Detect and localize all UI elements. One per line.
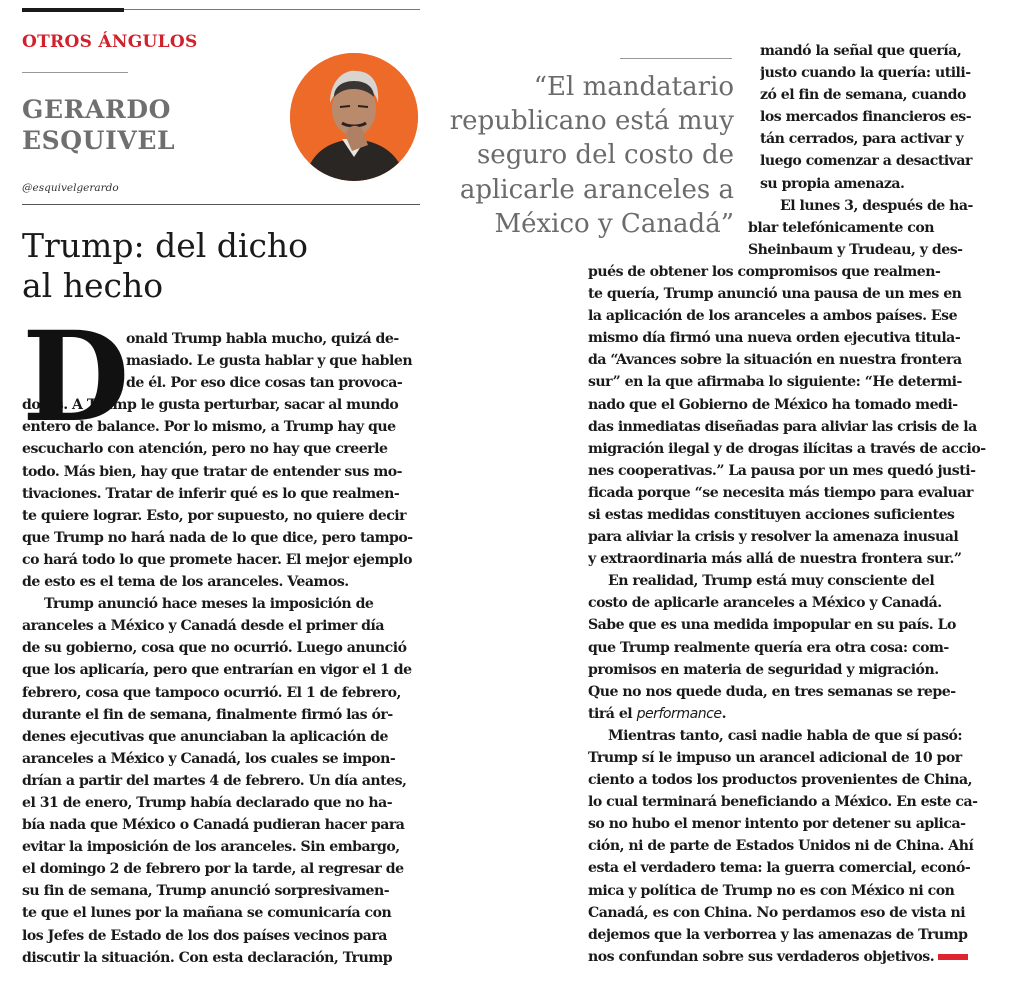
pullquote-line: republicano está muy xyxy=(449,106,734,137)
pullquote-line: México y Canadá” xyxy=(494,208,734,239)
body-line: Canadá, es con China. No perdamos eso de vista ni xyxy=(588,904,966,921)
body-text: . xyxy=(721,705,726,722)
body-line: tivaciones. Tratar de inferir qué es lo que realmen- xyxy=(22,485,400,502)
body-text-italic: performance xyxy=(636,705,722,722)
body-line: y extraordinaria más allá de nuestra frontera sur.” xyxy=(588,551,962,568)
body-line: la aplicación de los aranceles a ambos países. Ese xyxy=(588,308,958,325)
body-line: pués de obtener los compromisos que realmen- xyxy=(588,263,941,280)
pullquote-line: “El mandatario xyxy=(533,72,734,102)
body-line: luego comenzar a desactivar xyxy=(760,153,972,170)
body-line: nado que el Gobierno de México ha tomado medi- xyxy=(588,396,958,413)
body-line: durante el fin de semana, finalmente firmó las ór- xyxy=(22,706,393,723)
body-line: dejemos que la verborrea y las amenazas de Trump xyxy=(588,926,968,943)
body-line: justo cuando la quería: utili- xyxy=(760,65,971,82)
end-mark xyxy=(938,954,968,960)
body-line: Sheinbaum y Trudeau, y des- xyxy=(748,241,963,258)
headline-line: Trump: del dicho xyxy=(22,226,309,265)
author-avatar xyxy=(290,53,418,181)
body-line: de él. Por eso dice cosas tan provoca- xyxy=(126,375,403,392)
body-line: evitar la imposición de los aranceles. Sin embargo, xyxy=(22,839,400,856)
body-line: el domingo 2 de febrero por la tarde, al regresar de xyxy=(22,861,404,878)
dropcap: D xyxy=(22,305,130,450)
section-divider xyxy=(22,72,128,73)
article-column-left xyxy=(22,305,421,969)
body-line: lo cual terminará beneficiando a México. En este ca- xyxy=(588,794,978,811)
body-text: tirá el xyxy=(588,705,637,722)
pullquote-line: seguro del costo de xyxy=(476,140,734,171)
body-line: da “Avances sobre la situación en nuestra frontera xyxy=(588,352,962,369)
author-name-line: GERARDO xyxy=(22,95,172,124)
body-line: todo. Más bien, hay que tratar de entender sus mo- xyxy=(22,463,403,480)
body-line xyxy=(588,946,996,968)
body-line: ción, ni de parte de Estados Unidos ni de China. Ahí xyxy=(588,838,974,855)
body-line: Que no nos quede duda, en tres semanas se repe- xyxy=(588,683,956,700)
body-line: de esto es el tema de los aranceles. Veamos. xyxy=(22,574,349,591)
body-line: que Trump realmente quería era otra cosa: com- xyxy=(588,639,949,656)
body-line: entero de balance. Por lo mismo, a Trump hay que xyxy=(22,419,396,436)
body-line: Trump anunció hace meses la imposición de xyxy=(44,596,374,613)
body-line: te que el lunes por la mañana se comunicaría con xyxy=(22,905,392,922)
body-line: nes cooperativas.” La pausa por un mes quedó justi- xyxy=(588,462,976,479)
body-line: promisos en materia de seguridad y migración. xyxy=(588,661,939,678)
body-line: los mercados financieros es- xyxy=(760,109,972,126)
body-line: sur” en la que afirmaba lo siguiente: “He determi- xyxy=(588,374,962,391)
body-line: los Jefes de Estado de los dos países vecinos para xyxy=(22,927,387,944)
body-line xyxy=(588,703,996,725)
body-line: te quiere lograr. Esto, por supuesto, no quiere decir xyxy=(22,507,407,524)
body-line: costo de aplicarle aranceles a México y Canadá. xyxy=(588,595,942,612)
body-line: so no hubo el menor intento por detener su aplica- xyxy=(588,816,966,833)
author-name xyxy=(22,94,262,156)
pullquote-line: aplicarle aranceles a xyxy=(459,174,734,205)
body-line: blar telefónicamente con xyxy=(748,219,934,236)
top-rule-accent xyxy=(22,8,124,12)
author-handle: @esquivelgerardo xyxy=(22,182,119,194)
body-line: Mientras tanto, casi nadie habla de que sí pasó: xyxy=(608,727,963,744)
body-line: co hará todo lo que promete hacer. El mejor ejemplo xyxy=(22,551,413,568)
body-line: febrero, cosa que tampoco ocurrió. El 1 de febrero, xyxy=(22,684,401,701)
body-line: El lunes 3, después de ha- xyxy=(780,197,973,214)
body-line: te quería, Trump anunció una pausa de un mes en xyxy=(588,286,962,303)
body-line: escucharlo con atención, pero no hay que creerle xyxy=(22,441,388,458)
body-line: das inmediatas diseñadas para aliviar las crisis de la xyxy=(588,418,977,435)
body-line: En realidad, Trump está muy consciente del xyxy=(608,573,935,590)
body-text: nos confundan sobre sus verdaderos objetivos. xyxy=(588,948,935,965)
body-line: el 31 de enero, Trump había declarado que no ha- xyxy=(22,794,393,811)
body-line: masiado. Le gusta hablar y que hablen xyxy=(126,353,413,370)
header-divider xyxy=(22,204,420,205)
body-line: ciento a todos los productos provenientes de China, xyxy=(588,772,973,789)
body-line: migración ilegal y de drogas ilícitas a través de accio- xyxy=(588,440,986,457)
body-line: onald Trump habla mucho, quizá de- xyxy=(126,331,399,347)
body-line: aranceles a México y Canadá desde el primer día xyxy=(22,618,385,635)
body-line: denes ejecutivas que anunciaban la aplicación de xyxy=(22,728,388,745)
body-line: ficada porque “se necesita más tiempo para evaluar xyxy=(588,484,973,501)
body-line: bía nada que México o Canadá pudieran hacer para xyxy=(22,817,405,834)
body-line: mandó la señal que quería, xyxy=(760,43,962,59)
body-line: mismo día firmó una nueva orden ejecutiva titula- xyxy=(588,330,961,347)
body-line: de su gobierno, cosa que no ocurrió. Luego anunció xyxy=(22,640,407,657)
headline-line: al hecho xyxy=(22,266,164,305)
body-line: Trump sí le impuso un arancel adicional de 10 por xyxy=(588,750,962,766)
author-name-line: ESQUIVEL xyxy=(22,126,176,155)
body-line: aranceles a México y Canadá, los cuales se impon- xyxy=(22,750,396,767)
body-line: doras. A Trump le gusta perturbar, sacar al mundo xyxy=(22,397,399,414)
section-label: OTROS ÁNGULOS xyxy=(22,32,198,52)
body-line: esta el verdadero tema: la guerra comercial, econó- xyxy=(588,860,971,877)
body-line: discutir la situación. Con esta declaración, Trump xyxy=(22,949,393,966)
author-portrait-icon xyxy=(290,53,418,181)
article-column-right xyxy=(588,40,996,968)
body-line: Sabe que es una medida impopular en su país. Lo xyxy=(588,617,956,634)
body-line: que Trump no hará nada de lo que dice, pero tampo- xyxy=(22,529,413,546)
headline xyxy=(22,226,422,306)
body-line: que los aplicaría, pero que entrarían en vigor el 1 de xyxy=(22,662,412,679)
body-line: su fin de semana, Trump anunció sorpresivamen- xyxy=(22,883,390,900)
body-line: drían a partir del martes 4 de febrero. Un día antes, xyxy=(22,772,407,789)
body-line: zó el fin de semana, cuando xyxy=(760,87,966,104)
body-line: si estas medidas constituyen acciones suficientes xyxy=(588,506,955,523)
body-line: tán cerrados, para activar y xyxy=(760,131,964,148)
body-line: para aliviar la crisis y resolver la amenaza inusual xyxy=(588,529,959,546)
body-line: mica y política de Trump no es con México ni con xyxy=(588,882,955,899)
body-line: su propia amenaza. xyxy=(760,175,905,192)
